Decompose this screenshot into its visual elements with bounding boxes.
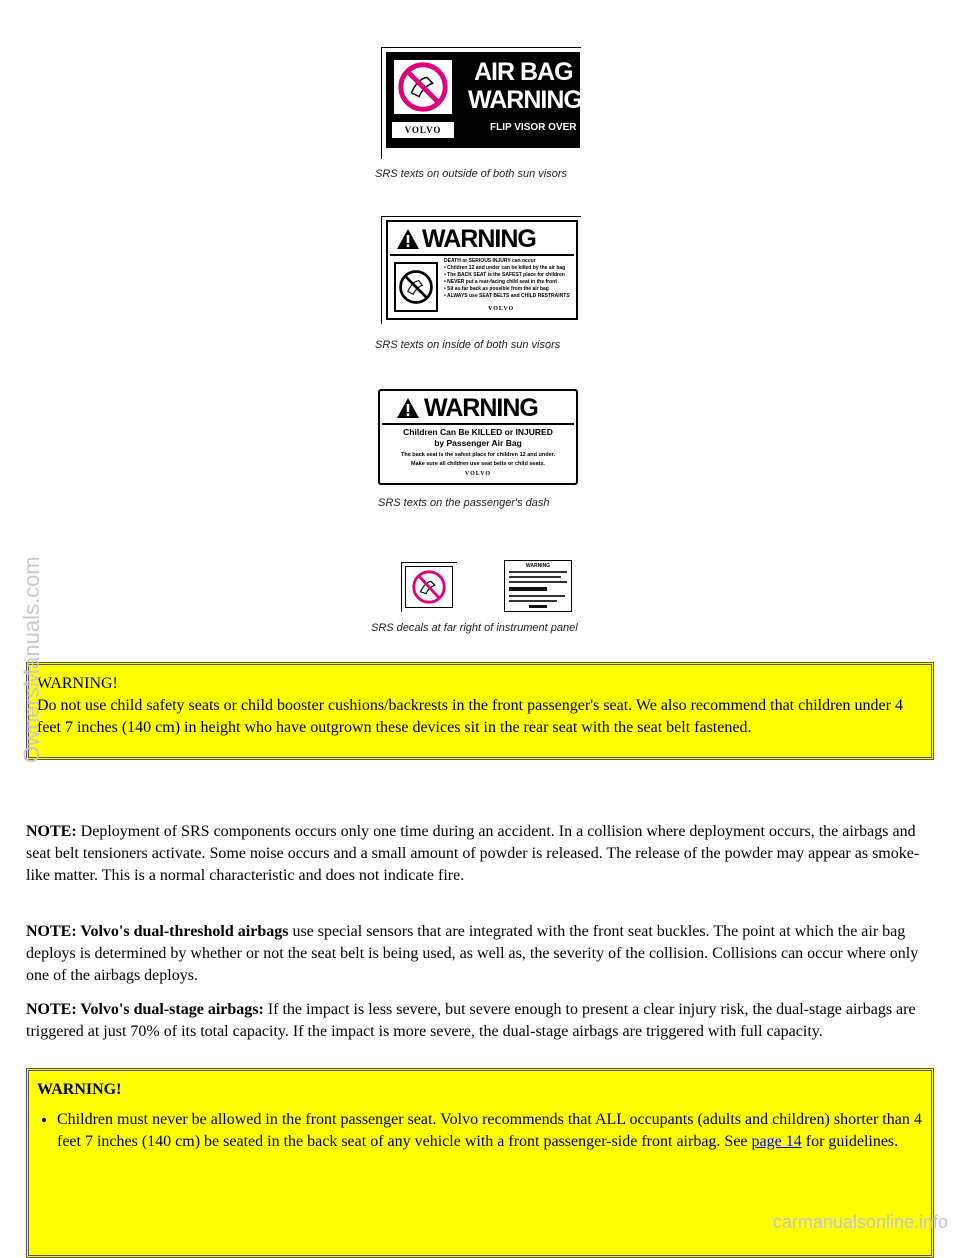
decal-line: DEATH or SERIOUS INJURY can occur: [444, 258, 536, 264]
decal-heading: WARNING: [422, 225, 536, 253]
figure-caption: SRS texts on outside of both sun visors: [375, 168, 567, 180]
decal-text-line: [529, 605, 547, 608]
warning-item-tail: for guidelines.: [801, 1133, 899, 1150]
decal-line: • ALWAYS use SEAT BELTS and CHILD RESTRAINTS: [444, 293, 570, 299]
decal-text-line: [509, 595, 565, 597]
no-child-seat-icon: [394, 262, 438, 312]
figure-frame-line: [381, 47, 581, 48]
volvo-logo: VOLVO: [464, 471, 492, 477]
figure-frame-line: [381, 216, 382, 324]
decal-text-line: [509, 581, 567, 583]
warning-title: WARNING!: [37, 675, 118, 692]
decal-heading-line1: AIR BAG: [474, 58, 573, 86]
warning-box-child-seats: [26, 662, 934, 760]
decal-line3: The back seat is the safest place for children 12 and under.: [400, 452, 556, 458]
warning-decal: [386, 220, 578, 320]
no-child-seat-icon: [392, 58, 454, 116]
note-text: use special sensors that are integrated with the front seat buckles. The point at which the air bag deploys is determined by whether or not the seat belt is being used, as well as, the severity of the collision. Collisions can occur where only one of the airbags deploys.: [26, 923, 919, 984]
figure-caption: SRS texts on the passenger's dash: [378, 497, 550, 509]
figure-frame-line: [401, 562, 402, 612]
decal-subheading: FLIP VISOR OVER: [490, 122, 577, 133]
decal-header: [382, 393, 574, 425]
passenger-dash-decal: [378, 389, 578, 485]
warning-title: WARNING!: [37, 1081, 122, 1098]
decal-text-lines: [444, 258, 576, 300]
warning-item-text: Children must never be allowed in the front passenger seat. Volvo recommends that ALL occupants (adults and children) shorter than 4 feet 7 inches (140 cm) be seated in the back seat of any vehicle with a front passenger-side front airbag. See: [57, 1111, 922, 1150]
figure-caption: SRS texts on inside of both sun visors: [375, 339, 561, 351]
figure-caption: SRS decals at far right of instrument panel: [371, 622, 578, 634]
note-text: Deployment of SRS components occurs only one time during an accident. In a collision where deployment occurs, the airbags and seat belt tensioners activate. Some noise occurs and a small amount of powder is released. The release of the powder may appear as smoke-like matter. This is a normal characteristic and does not indicate fire.: [26, 823, 920, 884]
note-label: NOTE: Volvo's dual-threshold airbags: [26, 923, 289, 940]
decal-line: • NEVER put a rear-facing child seat in the front: [444, 279, 557, 285]
page-14-link[interactable]: page 14: [751, 1133, 802, 1150]
decal-header: [390, 224, 574, 256]
note-text: If the impact is less severe, but severe enough to present a clear injury risk, the dual-stage airbags are triggered at just 70% of its total capacity. If the impact is more severe, the dual-stage airbags are triggered with full capacity.: [26, 1001, 916, 1040]
figure-frame-line: [401, 562, 457, 563]
side-watermark: OwnersManuals.com: [19, 556, 44, 763]
note-dual-stage: [26, 999, 936, 1043]
decal-heading: WARNING: [424, 394, 538, 422]
no-child-seat-icon: [405, 566, 453, 608]
note-dual-threshold: [26, 921, 936, 987]
footer-watermark: carmanualsonline.info: [772, 1212, 948, 1232]
list-item: [57, 1109, 923, 1153]
volvo-logo: VOLVO: [488, 306, 515, 312]
airbag-warning-decal: [386, 52, 580, 148]
instrument-panel-decal: [504, 560, 572, 612]
note-label: NOTE: Volvo's dual-stage airbags:: [26, 1001, 264, 1018]
warning-text: Do not use child safety seats or child booster cushions/backrests in the front passenger's seat. We also recommend that children under 4 feet 7 inches (140 cm) in height who have outgrown these devices sit in the rear seat with the seat belt fastened.: [37, 697, 903, 736]
decal-line: • Children 12 and under can be killed by the air bag: [444, 265, 566, 271]
decal-text-line: [509, 576, 561, 578]
decal-line2: by Passenger Air Bag: [434, 438, 522, 448]
decal-text-line: [509, 587, 547, 591]
decal-line: • Sit as far back as possible from the air bag: [444, 286, 549, 292]
decal-line4: Make sure all children use seat belts or child seats.: [411, 461, 545, 467]
decal-line: • The BACK SEAT is the SAFEST place for children: [444, 272, 565, 278]
decal-heading: WARNING: [525, 563, 551, 569]
figure-frame-line: [381, 47, 382, 159]
decal-text-line: [509, 600, 557, 602]
decal-line1: Children Can Be KILLED or INJURED: [403, 427, 553, 437]
warning-list: [37, 1109, 923, 1153]
warning-triangle-icon: [396, 228, 420, 250]
note-deployment: [26, 821, 936, 887]
warning-triangle-icon: [396, 397, 420, 419]
decal-heading-line2: WARNING: [468, 86, 582, 114]
volvo-logo: VOLVO: [392, 122, 454, 138]
note-label: NOTE:: [26, 823, 77, 840]
decal-text-line: [509, 571, 567, 573]
figure-frame-line: [381, 216, 581, 217]
